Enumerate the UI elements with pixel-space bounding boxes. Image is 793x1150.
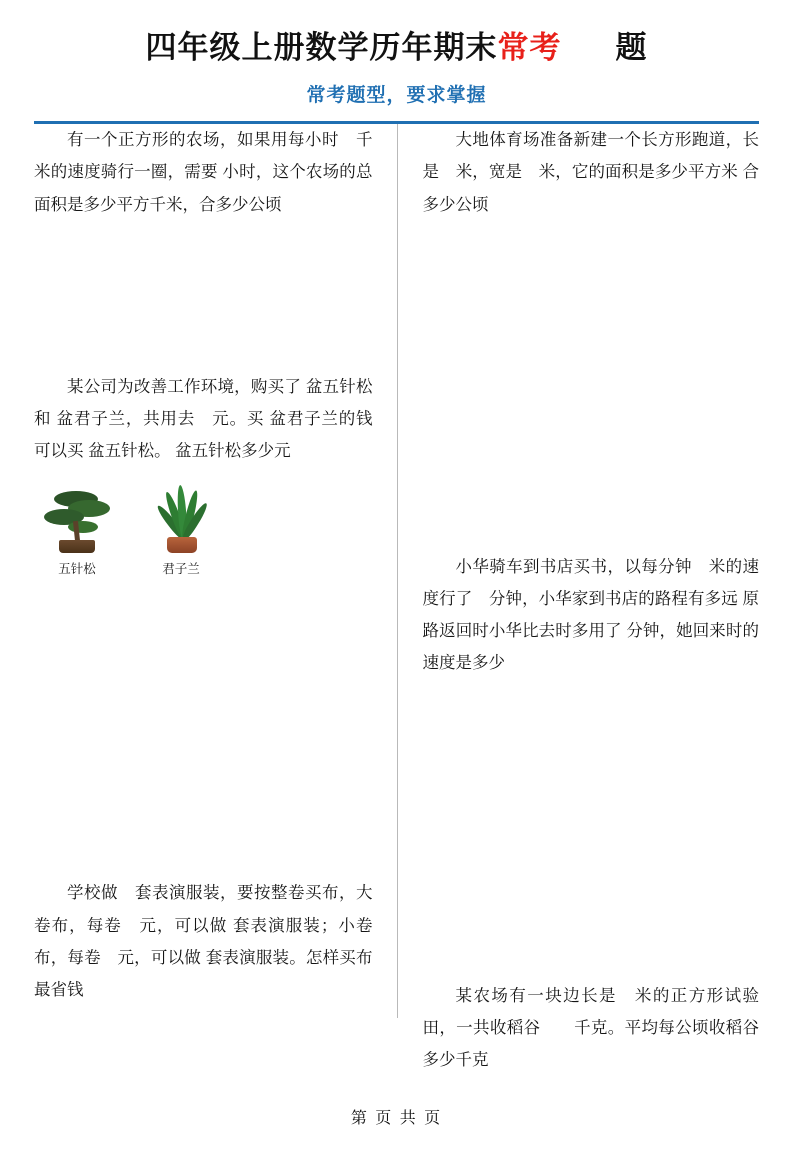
five-needle-pine-icon xyxy=(38,483,116,553)
question-2: 大地体育场准备新建一个长方形跑道，长是 米，宽是 米，它的面积是多少平方米 合多少公顷 xyxy=(422,131,759,214)
figure-caption-clivia: 君子兰 xyxy=(162,562,200,577)
spacer-left-2 xyxy=(34,577,373,877)
question-5: 学校做 套表演服装，要按整卷买布，大卷布，每卷 元，可以做 套表演服装；小卷布，每卷 元，可以做 套表演服装。怎样买布最省钱 xyxy=(34,884,373,999)
page-subtitle: 常考题型，要求掌握 xyxy=(306,85,487,107)
right-column xyxy=(397,124,760,1069)
spacer-left-1 xyxy=(34,221,373,371)
figure-caption-pine: 五针松 xyxy=(58,562,96,577)
question-6: 某农场有一块边长是 米的正方形试验田，一共收稻谷 千克。平均每公顷收稻谷多少千克 xyxy=(422,986,759,1069)
figure-group-plants xyxy=(34,483,373,577)
left-column xyxy=(34,124,397,1052)
spacer-right-1 xyxy=(423,221,760,551)
worksheet-page xyxy=(0,28,793,1150)
page-title xyxy=(34,28,759,68)
question-3: 某公司为改善工作环境，购买了 盆五针松和 盆君子兰，共用去 元。买 盆君子兰的钱可以买 盆五针松。 盆五针松多少元 xyxy=(34,377,373,461)
figure-clivia xyxy=(142,483,220,577)
page-title-accent: 常考 xyxy=(497,30,562,65)
page-title-lead: 四年级上册数学历年期末 xyxy=(145,30,498,65)
question-1: 有一个正方形的农场，如果用每小时 千米的速度骑行一圈，需要 小时，这个农场的总面积是多少平方千米，合多少公顷 xyxy=(34,131,373,214)
page-footer: 第 页 共 页 xyxy=(350,1110,443,1127)
page-title-tail: 题 xyxy=(615,30,648,65)
clivia-icon xyxy=(142,483,220,553)
question-4: 小华骑车到书店买书，以每分钟 米的速度行了 分钟，小华家到书店的路程有多远 原路返回时小华比去时多用了 分钟，她回来时的速度是多少 xyxy=(422,557,759,673)
spacer-right-2 xyxy=(423,680,760,980)
questions-area xyxy=(34,124,759,1069)
figure-five-needle-pine xyxy=(38,483,116,577)
